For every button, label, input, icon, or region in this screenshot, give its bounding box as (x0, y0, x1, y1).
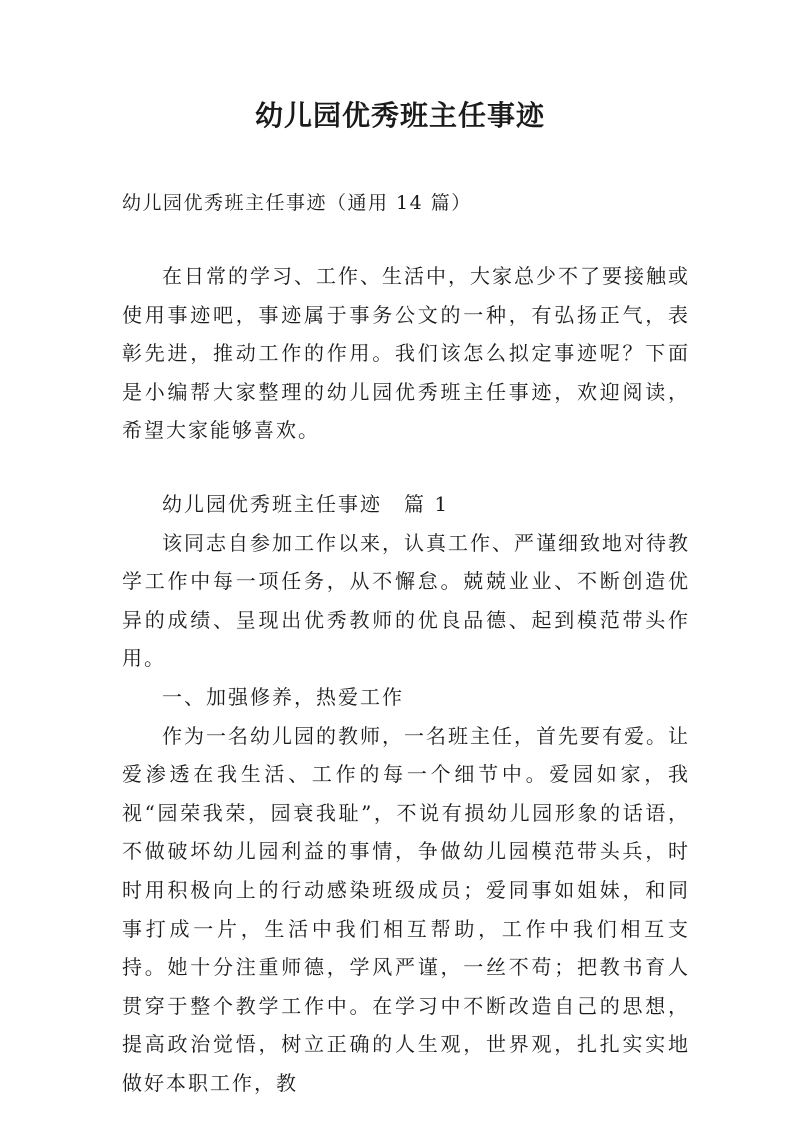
body-paragraph: 作为一名幼儿园的教师，一名班主任，首先要有爱。让爱渗透在我生活、工作的每一个细节中。爱园如家，我视“园荣我荣，园衰我耻”，不说有损幼儿园形象的话语，不做破坏幼儿园利益的事情，争做幼儿园模范带头兵，时时用积极向上的行动感染班级成员；爱同事如姐妹，和同事打成一片，生活中我们相互帮助，工作中我们相互支持。她十分注重师德，学风严谨，一丝不苟；把教书育人贯穿于整个教学工作中。在学习中不断改造自己的思想，提高政治觉悟，树立正确的人生观，世界观，扎扎实实地做好本职工作，教 (122, 723, 690, 1095)
section-heading: 一、加强修养，热爱工作 (162, 684, 404, 709)
article-heading: 幼儿园优秀班主任事迹 篇 1 (162, 492, 450, 516)
document-title: 幼儿园优秀班主任事迹 (254, 99, 545, 132)
body-paragraph: 该同志自参加工作以来，认真工作、严谨细致地对待教学工作中每一项任务，从不懈怠。兢兢业业、不断创造优异的成绩、呈现出优秀教师的优良品德、起到模范带头作用。 (122, 530, 690, 671)
document-subtitle: 幼儿园优秀班主任事迹（通用 14 篇） (122, 192, 472, 214)
article-1 (122, 485, 690, 1103)
intro-paragraph: 在日常的学习、工作、生活中，大家总少不了要接触或使用事迹吧，事迹属于事务公文的一种，有弘扬正气，表彰先进，推动工作的作用。我们该怎么拟定事迹呢？下面是小编帮大家整理的幼儿园优秀班主任事迹，欢迎阅读，希望大家能够喜欢。 (122, 264, 690, 443)
